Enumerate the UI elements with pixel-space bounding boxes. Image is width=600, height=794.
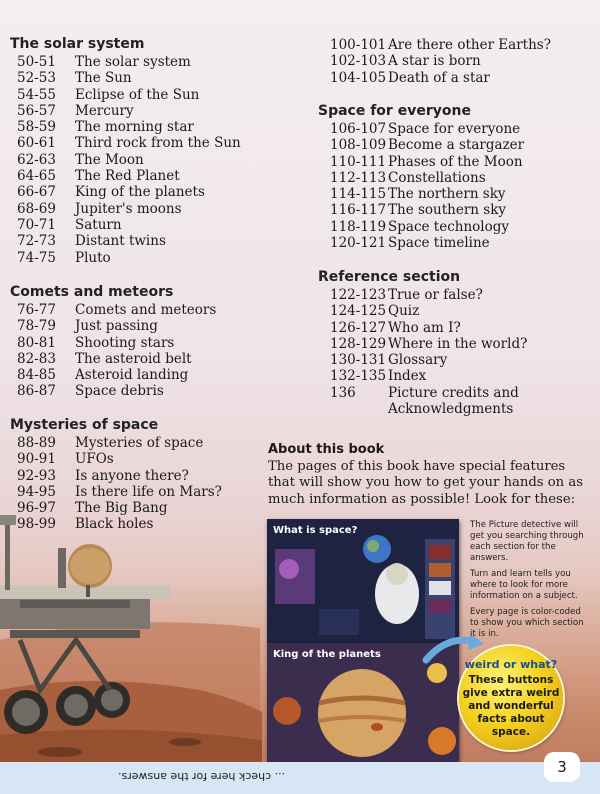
toc-page-range: 86-87 bbox=[17, 383, 56, 400]
toc-page-range: 132-135 bbox=[330, 368, 387, 385]
toc-entry bbox=[330, 352, 527, 368]
toc-page-range: 108-109 bbox=[330, 137, 387, 154]
toc-page-range: 118-119 bbox=[330, 218, 387, 235]
toc-entry bbox=[330, 37, 551, 53]
toc-entry-title: The Sun bbox=[75, 70, 132, 87]
toc-page-range: 54-55 bbox=[17, 86, 56, 103]
toc-entry bbox=[17, 184, 241, 200]
toc-page-range: 68-69 bbox=[17, 200, 56, 217]
toc-entry-title: Are there other Earths? bbox=[388, 37, 551, 53]
footer-strip bbox=[0, 762, 600, 794]
toc-list-mysteries bbox=[17, 435, 222, 533]
toc-entry bbox=[17, 152, 241, 168]
toc-entry bbox=[17, 318, 216, 334]
toc-page-range: 80-81 bbox=[17, 334, 56, 351]
toc-entry-title: Phases of the Moon bbox=[388, 153, 523, 170]
toc-entry bbox=[17, 54, 241, 70]
badge-text: These buttons give extra weird and wonderful facts about space. bbox=[462, 674, 560, 738]
toc-page-range: 84-85 bbox=[17, 367, 56, 384]
toc-page-range: 136 bbox=[330, 384, 356, 401]
toc-entry bbox=[330, 320, 527, 336]
toc-page-range: 94-95 bbox=[17, 483, 56, 500]
toc-page-range: 64-65 bbox=[17, 168, 56, 185]
toc-page-range: 76-77 bbox=[17, 302, 56, 318]
toc-list-reference bbox=[330, 287, 527, 417]
toc-entry bbox=[17, 500, 222, 516]
toc-entry-title: The solar system bbox=[75, 54, 191, 70]
toc-entry bbox=[330, 368, 527, 384]
toc-page-range bbox=[330, 401, 388, 417]
note-turn-and-learn: Turn and learn tells you where to look for more information on a subject. bbox=[470, 569, 578, 601]
toc-list-solar-system bbox=[17, 54, 241, 266]
toc-entry bbox=[330, 219, 524, 235]
toc-page-range: 130-131 bbox=[330, 352, 387, 369]
toc-entry bbox=[17, 335, 216, 351]
toc-entry-title: Just passing bbox=[75, 318, 158, 335]
toc-page-range: 110-111 bbox=[330, 153, 387, 170]
toc-entry-title: UFOs bbox=[75, 451, 114, 468]
toc-entry bbox=[17, 451, 222, 467]
toc-entry-title: Death of a star bbox=[388, 69, 490, 86]
toc-page-range: 100-101 bbox=[330, 37, 387, 53]
toc-page-range: 104-105 bbox=[330, 69, 387, 86]
toc-entry bbox=[17, 103, 241, 119]
toc-entry-title: The southern sky bbox=[388, 202, 507, 219]
section-heading-mysteries: Mysteries of space bbox=[10, 417, 159, 433]
toc-page-range: 74-75 bbox=[17, 249, 56, 266]
toc-entry bbox=[330, 70, 551, 86]
toc-entry bbox=[330, 170, 524, 186]
toc-entry-title: Who am I? bbox=[388, 319, 461, 336]
spread-title: King of the planets bbox=[273, 649, 381, 660]
toc-page-range: 90-91 bbox=[17, 451, 56, 468]
note-picture-detective: The Picture detective will get you searching through each section for the answers. bbox=[470, 520, 584, 563]
toc-list-mysteries-continued bbox=[330, 37, 551, 86]
page-number: 3 bbox=[544, 752, 580, 782]
toc-entry bbox=[17, 383, 216, 399]
toc-page-range: 120-121 bbox=[330, 235, 387, 252]
toc-entry-title: King of the planets bbox=[75, 184, 205, 201]
toc-entry bbox=[330, 154, 524, 170]
toc-entry-title: The Red Planet bbox=[75, 168, 180, 185]
toc-entry bbox=[330, 121, 524, 137]
toc-list-space-for-everyone bbox=[330, 121, 524, 251]
toc-entry-title: Space debris bbox=[75, 383, 164, 400]
toc-entry bbox=[17, 250, 241, 266]
toc-entry-title: Saturn bbox=[75, 216, 122, 233]
about-text: The pages of this book have special features that will show you how to get your hands on as much information as possible! Look for these: bbox=[268, 459, 583, 507]
toc-entry-title: Is anyone there? bbox=[75, 467, 189, 484]
toc-entry-title: Glossary bbox=[388, 352, 448, 369]
toc-entry bbox=[330, 385, 527, 401]
toc-entry bbox=[17, 201, 241, 217]
toc-entry bbox=[17, 168, 241, 184]
toc-entry-title: Space timeline bbox=[388, 235, 490, 252]
toc-entry-title: Picture credits and bbox=[388, 384, 519, 401]
section-heading-reference: Reference section bbox=[318, 269, 461, 285]
spread-illustration bbox=[267, 519, 459, 643]
toc-entry bbox=[17, 70, 241, 86]
toc-entry-title: Comets and meteors bbox=[75, 302, 217, 318]
toc-entry bbox=[17, 367, 216, 383]
toc-page-range: 70-71 bbox=[17, 216, 56, 233]
toc-entry bbox=[330, 202, 524, 218]
section-heading-space-for-everyone: Space for everyone bbox=[318, 103, 471, 119]
toc-list-comets bbox=[17, 302, 216, 400]
toc-entry-title: Become a stargazer bbox=[388, 137, 525, 154]
toc-page-range: 116-117 bbox=[330, 202, 387, 219]
toc-entry-title: Where in the world? bbox=[388, 335, 528, 352]
toc-page-range: 92-93 bbox=[17, 467, 56, 484]
toc-entry-title: The Big Bang bbox=[75, 500, 168, 517]
toc-page-range: 58-59 bbox=[17, 119, 56, 136]
toc-entry-title: Shooting stars bbox=[75, 334, 175, 351]
toc-page-range: 72-73 bbox=[17, 233, 56, 250]
toc-page-range: 112-113 bbox=[330, 169, 387, 186]
toc-page-range: 128-129 bbox=[330, 335, 387, 352]
upside-down-answer-hint: ... check here for the answers. bbox=[118, 770, 286, 783]
toc-entry bbox=[17, 135, 241, 151]
toc-page-range: 60-61 bbox=[17, 135, 56, 152]
toc-entry-title: Black holes bbox=[75, 516, 154, 533]
toc-entry bbox=[17, 468, 222, 484]
toc-page-range: 62-63 bbox=[17, 151, 56, 168]
toc-entry-title: Mercury bbox=[75, 102, 134, 119]
toc-page-range: 56-57 bbox=[17, 102, 56, 119]
toc-entry-title: Is there life on Mars? bbox=[75, 483, 222, 500]
toc-entry-title: Space technology bbox=[388, 218, 509, 235]
toc-entry bbox=[330, 137, 524, 153]
section-heading-comets: Comets and meteors bbox=[10, 284, 174, 300]
toc-entry bbox=[330, 287, 527, 303]
toc-entry-title: Constellations bbox=[388, 169, 486, 186]
toc-entry-title: Third rock from the Sun bbox=[75, 135, 241, 152]
note-color-coded: Every page is color-coded to show you which section it is in. bbox=[470, 607, 584, 639]
toc-entry-title: The northern sky bbox=[388, 186, 506, 203]
toc-entry bbox=[17, 484, 222, 500]
toc-entry-title: Quiz bbox=[388, 303, 420, 320]
toc-entry bbox=[330, 303, 527, 319]
toc-entry bbox=[17, 233, 241, 249]
toc-entry-title: Space for everyone bbox=[388, 121, 521, 137]
section-heading-solar-system: The solar system bbox=[10, 36, 145, 52]
spread-title: What is space? bbox=[273, 525, 358, 536]
toc-entry-title: The morning star bbox=[75, 119, 194, 136]
toc-entry bbox=[17, 302, 216, 318]
toc-page-range: 124-125 bbox=[330, 303, 387, 320]
toc-entry-title: Mysteries of space bbox=[75, 435, 204, 451]
toc-entry-title: Index bbox=[388, 368, 427, 385]
toc-entry-title: Jupiter's moons bbox=[75, 200, 182, 217]
toc-page-range: 114-115 bbox=[330, 186, 387, 203]
toc-page-range: 96-97 bbox=[17, 500, 56, 517]
toc-page-range: 102-103 bbox=[330, 53, 387, 70]
toc-entry-title: Distant twins bbox=[75, 233, 166, 250]
toc-page-range: 106-107 bbox=[330, 121, 387, 137]
toc-entry-title: The Moon bbox=[75, 151, 144, 168]
toc-entry bbox=[17, 435, 222, 451]
toc-entry bbox=[330, 53, 551, 69]
toc-page-range: 52-53 bbox=[17, 70, 56, 87]
toc-entry bbox=[17, 119, 241, 135]
toc-entry bbox=[330, 186, 524, 202]
toc-page-range: 98-99 bbox=[17, 516, 56, 533]
toc-entry-title: True or false? bbox=[388, 287, 483, 303]
sample-spread-what-is-space bbox=[267, 519, 459, 643]
badge-title: weird or what? bbox=[464, 658, 558, 671]
toc-page-range: 88-89 bbox=[17, 435, 56, 451]
toc-page-range: 126-127 bbox=[330, 319, 387, 336]
toc-entry bbox=[17, 87, 241, 103]
toc-entry bbox=[330, 235, 524, 251]
toc-entry-title: Asteroid landing bbox=[75, 367, 189, 384]
toc-page-range: 122-123 bbox=[330, 287, 387, 303]
toc-entry bbox=[330, 336, 527, 352]
about-heading: About this book bbox=[268, 442, 385, 457]
toc-entry-title: A star is born bbox=[388, 53, 481, 70]
toc-page-range: 50-51 bbox=[17, 54, 56, 70]
weird-or-what-badge bbox=[459, 646, 563, 750]
toc-entry-title: The asteroid belt bbox=[75, 350, 192, 367]
toc-page-range: 82-83 bbox=[17, 350, 56, 367]
toc-entry bbox=[330, 401, 527, 417]
toc-entry-title: Pluto bbox=[75, 249, 111, 266]
toc-page-range: 78-79 bbox=[17, 318, 56, 335]
toc-entry-title: Acknowledgments bbox=[388, 401, 514, 418]
toc-entry-title: Eclipse of the Sun bbox=[75, 86, 200, 103]
toc-entry bbox=[17, 351, 216, 367]
toc-entry bbox=[17, 217, 241, 233]
toc-page-range: 66-67 bbox=[17, 184, 56, 201]
toc-entry bbox=[17, 516, 222, 532]
